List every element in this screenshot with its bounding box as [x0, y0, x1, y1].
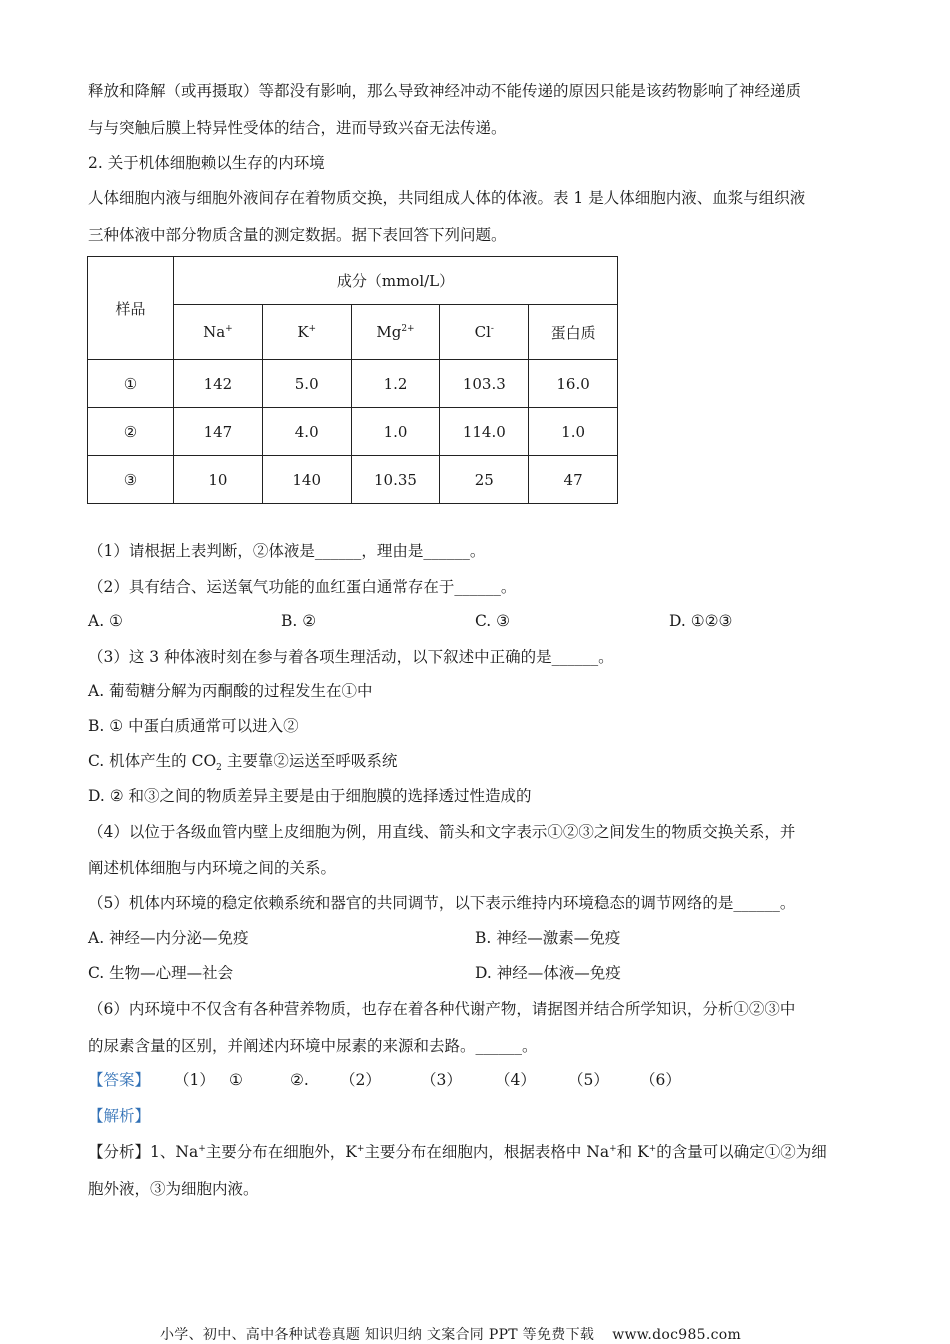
component-header: 成分（mmol/L） — [174, 257, 618, 305]
table-cell: 140 — [262, 456, 351, 504]
q3-text: （3）这 3 种体液时刻在参与着各项生理活动，以下叙述中正确的是______。 — [88, 648, 614, 666]
table-cell: 147 — [174, 408, 263, 456]
q5-option-a: A. 神经—内分泌—免疫 — [88, 929, 249, 947]
column-header: Cl- — [440, 305, 529, 360]
table-row — [88, 360, 618, 408]
data-table — [87, 256, 618, 504]
q6-line-1: （6）内环境中不仅含有各种营养物质，也存在着各种代谢产物，请据图并结合所学知识，分析①②③中 — [88, 1000, 796, 1018]
q2-text: （2）具有结合、运送氧气功能的血红蛋白通常存在于______。 — [88, 578, 517, 596]
row-sample: ① — [88, 360, 174, 408]
q2-option-b: B. ② — [281, 612, 317, 630]
answer-item: （5） — [568, 1071, 609, 1089]
q3-option-c: C. 机体产生的 $CO_2$ 主要靠②运送至呼吸系统 — [88, 752, 398, 774]
table-cell: 1.0 — [351, 408, 440, 456]
q1: （1）请根据上表判断，②体液是______，理由是______。 — [88, 542, 486, 560]
q5-option-c: C. 生物—心理—社会 — [88, 964, 234, 982]
answer-item: （3） — [421, 1071, 462, 1089]
q5-option-d: D. 神经—体液—免疫 — [475, 964, 621, 982]
table-cell: 114.0 — [440, 408, 529, 456]
footer-url[interactable]: www.doc985.com — [612, 1327, 742, 1343]
table-cell: 142 — [174, 360, 263, 408]
column-header: Na+ — [174, 305, 263, 360]
table-cell: 16.0 — [529, 360, 618, 408]
question-stem-2: 三种体液中部分物质含量的测定数据。据下表回答下列问题。 — [88, 226, 507, 244]
footer-text: 小学、初中、高中各种试卷真题 知识归纳 文案合同 PPT 等免费下载 — [160, 1327, 595, 1343]
table-cell: 4.0 — [262, 408, 351, 456]
answer-item: （4） — [495, 1071, 536, 1089]
row-sample: ③ — [88, 456, 174, 504]
q2-option-a: A. ① — [88, 612, 123, 630]
intro-line-1: 释放和降解（或再摄取）等都没有影响，那么导致神经冲动不能传递的原因只能是该药物影响了神经递质 — [88, 82, 802, 100]
footer — [160, 1324, 741, 1344]
analysis-paragraph-1: 【分析】1、Na+主要分布在细胞外，K+主要分布在细胞内，根据表格中 Na+和 K+的含量可以确定①②为细 — [88, 1143, 827, 1161]
q3-option-b: B. ① 中蛋白质通常可以进入② — [88, 717, 299, 735]
answer-item: ②. — [290, 1071, 309, 1089]
q5-option-b: B. 神经—激素—免疫 — [475, 929, 621, 947]
table-cell: 1.2 — [351, 360, 440, 408]
q5-text: （5）机体内环境的稳定依赖系统和器官的共同调节，以下表示维持内环境稳态的调节网络的是______。 — [88, 894, 796, 912]
table-row — [88, 408, 618, 456]
column-header: 蛋白质 — [529, 305, 618, 360]
analysis-label: 【解析】 — [88, 1107, 151, 1125]
q4-line-2: 阐述机体细胞与内环境之间的关系。 — [88, 859, 337, 877]
table-cell: 25 — [440, 456, 529, 504]
column-header: K+ — [262, 305, 351, 360]
answer-item: （1） — [174, 1071, 215, 1089]
intro-line-2: 与与突触后膜上特异性受体的结合，进而导致兴奋无法传递。 — [88, 119, 507, 137]
sample-header: 样品 — [88, 257, 174, 360]
answer-label: 【答案】 — [88, 1071, 151, 1089]
q3-option-a: A. 葡萄糖分解为丙酮酸的过程发生在①中 — [88, 682, 373, 700]
row-sample: ② — [88, 408, 174, 456]
table-cell: 10 — [174, 456, 263, 504]
answer-line — [88, 1069, 681, 1091]
answer-item: ① — [229, 1071, 243, 1089]
table-cell: 10.35 — [351, 456, 440, 504]
question-stem-1: 人体细胞内液与细胞外液间存在着物质交换，共同组成人体的体液。表 1 是人体细胞内液、血浆与组织液 — [88, 189, 806, 207]
analysis-paragraph-2: 胞外液，③为细胞内液。 — [88, 1180, 259, 1198]
column-header: $Mg^{2+}$ — [351, 305, 440, 360]
table-cell: 47 — [529, 456, 618, 504]
q2-option-c: C. ③ — [475, 612, 511, 630]
answer-item: （2） — [340, 1071, 381, 1089]
table-cell: 1.0 — [529, 408, 618, 456]
answer-item: （6） — [640, 1071, 681, 1089]
q4-line-1: （4）以位于各级血管内壁上皮细胞为例，用直线、箭头和文字表示①②③之间发生的物质交换关系，并 — [88, 823, 796, 841]
q6-line-2: 的尿素含量的区别，并阐述内环境中尿素的来源和去路。______。 — [88, 1037, 538, 1055]
q2-option-d: D. ①②③ — [669, 612, 733, 630]
table-cell: 103.3 — [440, 360, 529, 408]
q3-option-d: D. ② 和③之间的物质差异主要是由于细胞膜的选择透过性造成的 — [88, 787, 532, 805]
table-row — [88, 456, 618, 504]
table-cell: 5.0 — [262, 360, 351, 408]
question-title: 2. 关于机体细胞赖以生存的内环境 — [88, 154, 325, 172]
